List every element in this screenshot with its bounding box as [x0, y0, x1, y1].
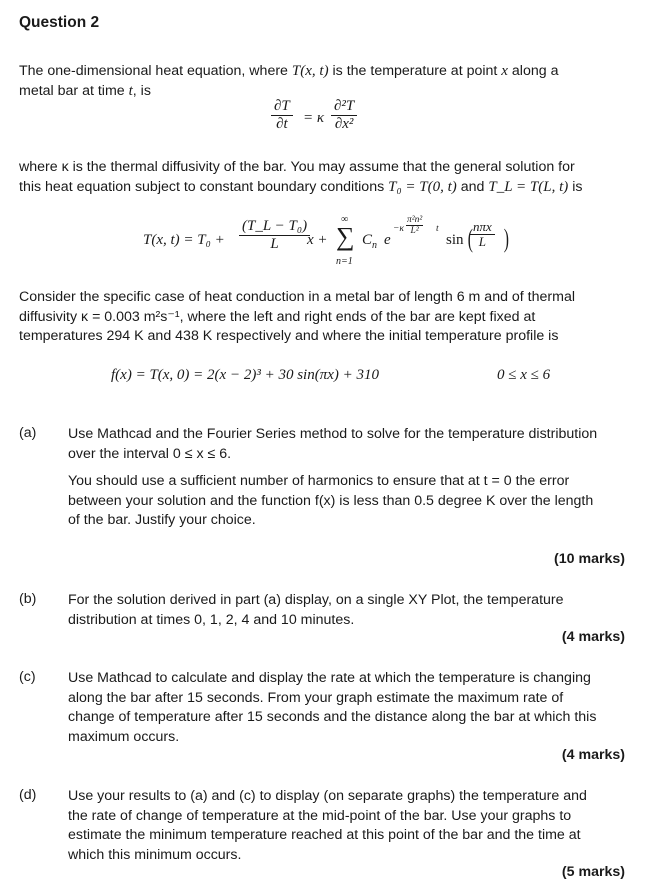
heat-eq-rhs-den: ∂x² [334, 116, 354, 132]
summation-sign: ∑ [336, 222, 355, 251]
solution-x-plus: x + [307, 232, 328, 248]
exponent-num: π²n² [407, 215, 423, 225]
intro-var-t: t [128, 82, 133, 99]
part-a-line: over the interval 0 ≤ x ≤ 6. [68, 445, 232, 462]
part-a-line: between your solution and the function f(x) is less than 0.5 degree K over the length [68, 492, 594, 509]
part-a-marks: (10 marks) [554, 551, 625, 567]
part-a-text-continued [68, 472, 628, 531]
part-d-text [68, 787, 628, 865]
right-paren: ) [503, 224, 509, 253]
part-c-marks: (4 marks) [561, 747, 625, 763]
heat-eq-lhs-num: ∂T [274, 98, 290, 114]
sine-arg-den: L [478, 234, 487, 249]
part-c-line: Use Mathcad to calculate and display the rate at which the temperature is changing [68, 670, 591, 686]
coefficient-cn [362, 232, 377, 251]
cn-subscript: n [372, 240, 378, 251]
boundary-t0: T₀ = T(0, t) [388, 178, 457, 195]
sine-arg-num: nπx [473, 219, 492, 234]
sine-argument-fraction [470, 220, 495, 249]
exponent-den: L² [410, 226, 419, 236]
part-b-label: (b) [19, 591, 37, 607]
solution-frac-den: L [270, 236, 279, 252]
sine-function: sin [446, 232, 464, 248]
part-b-text [68, 591, 628, 630]
part-a-line: You should use a sufficient number of harmonics to ensure that at t = 0 the error [68, 473, 570, 489]
boundary-tl: T_L = T(L, t) [488, 178, 569, 195]
part-d-label: (d) [19, 787, 37, 803]
part-a-line: Use Mathcad and the Fourier Series method to solve for the temperature distribution [68, 426, 598, 442]
specific-case-line: temperatures 294 K and 438 K respectively and where the initial temperature profile is [19, 328, 559, 344]
heat-eq-rhs-num: ∂²T [334, 98, 355, 114]
cn-symbol: C [362, 232, 373, 248]
part-c-line: along the bar after 15 seconds. From your graph estimate the maximum rate of [68, 689, 564, 706]
general-solution-paragraph [19, 158, 629, 197]
heat-eq-equals-kappa: = κ [303, 110, 325, 126]
exponent-fraction [406, 215, 423, 236]
exponential-e: e [384, 232, 391, 248]
intro-text: metal bar at time [19, 82, 129, 99]
initial-profile-equation: f(x) = T(x, 0) = 2(x − 2)³ + 30 sin(πx) + 310 [111, 367, 379, 383]
part-c-label: (c) [19, 669, 36, 685]
solution-lhs: T(x, t) = T₀ + [143, 232, 225, 248]
part-c-text [68, 669, 628, 747]
part-d-line: Use your results to (a) and (c) to display (on separate graphs) the temperature and [68, 788, 587, 804]
intro-var-T: T [291, 63, 301, 79]
general-solution-line: where κ is the thermal diffusivity of the bar. You may assume that the general solution for [19, 159, 575, 175]
part-b-line: For the solution derived in part (a) display, on a single XY Plot, the temperature [68, 592, 564, 608]
part-b-marks: (4 marks) [561, 629, 625, 645]
solution-equation [0, 212, 652, 274]
general-solution-is: is [568, 178, 583, 195]
left-paren: ( [467, 224, 473, 253]
intro-text: along a [507, 63, 559, 79]
heat-eq-lhs-fraction [271, 98, 293, 133]
heat-eq-rhs-fraction [331, 98, 357, 133]
part-d-line: which this minimum occurs. [68, 846, 242, 863]
specific-case-line: Consider the specific case of heat conduction in a metal bar of length 6 m and of thermal [19, 289, 575, 305]
part-d-line: the rate of change of temperature at the mid-point of the bar. Use your graphs to [68, 807, 572, 824]
intro-text: The one-dimensional heat equation, where [19, 63, 292, 79]
part-a-label: (a) [19, 425, 37, 441]
general-solution-and: and [456, 178, 489, 195]
sum-upper-limit: ∞ [341, 214, 349, 225]
general-solution-line: this heat equation subject to constant boundary conditions [19, 178, 389, 195]
exponent-t: t [436, 224, 439, 234]
solution-boundary-fraction [239, 218, 310, 253]
specific-case-line: diffusivity κ = 0.003 m²s⁻¹, where the left and right ends of the bar are kept fixed at [19, 308, 536, 325]
exponent-prefix: −κ [393, 224, 404, 234]
specific-case-paragraph [19, 288, 629, 347]
intro-var-args: (x, t) [300, 63, 329, 79]
part-d-line: estimate the minimum temperature reached at this point of the bar and the time at [68, 827, 581, 843]
part-a-line: of the bar. Justify your choice. [68, 512, 256, 528]
intro-text: is the temperature at point [328, 63, 502, 79]
question-title: Question 2 [19, 14, 100, 31]
part-c-line: change of temperature after 15 seconds and the distance along the bar at which this [68, 709, 597, 725]
intro-var-x: x [501, 63, 508, 79]
solution-frac-num: (T_L − T₀) [242, 218, 308, 234]
part-b-line: distribution at times 0, 1, 2, 4 and 10 minutes. [68, 611, 355, 628]
sum-lower-limit: n=1 [336, 256, 353, 267]
part-a-text [68, 425, 628, 464]
part-c-line: maximum occurs. [68, 728, 180, 745]
intro-paragraph [19, 62, 629, 101]
intro-text: , is [132, 82, 151, 99]
part-d-marks: (5 marks) [561, 864, 625, 880]
initial-profile-domain: 0 ≤ x ≤ 6 [497, 367, 551, 383]
heat-eq-lhs-den: ∂t [276, 116, 288, 132]
heat-equation [0, 98, 652, 142]
